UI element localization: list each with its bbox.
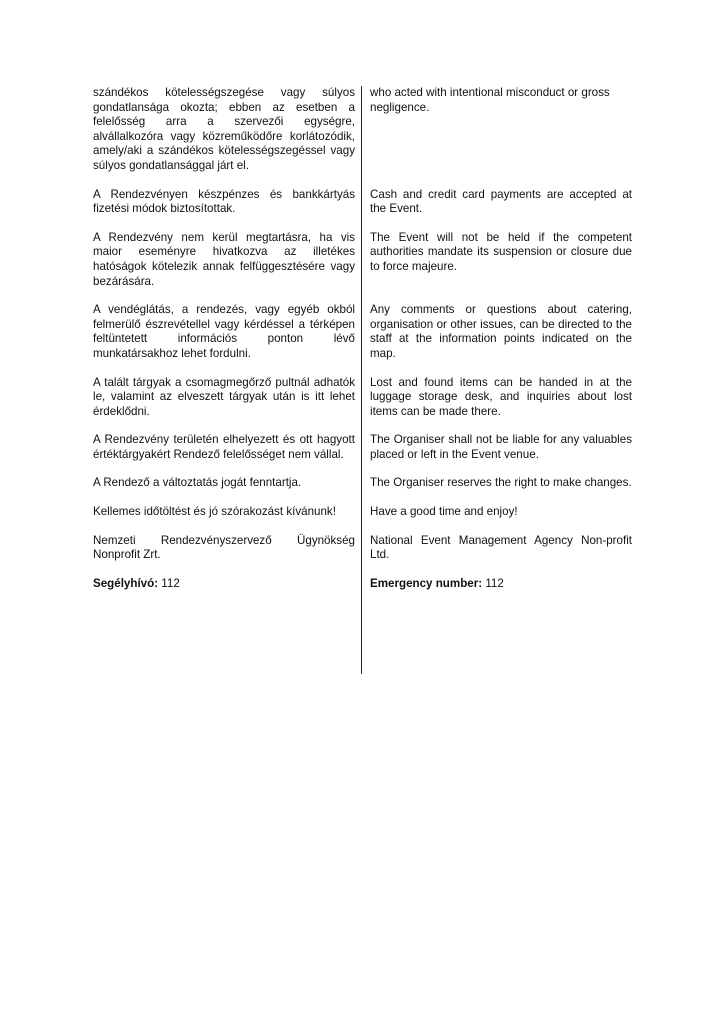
english-text: Any comments or questions about catering, organisation or other issues, can be directed to the staff at the information points indicated on the map. (370, 303, 632, 360)
table-row (93, 376, 634, 420)
english-text: Lost and found items can be handed in at the luggage storage desk, and inquiries about lost items can be made there. (370, 375, 632, 418)
hungarian-text: A Rendező a változtatás jogát fenntartja. (93, 476, 302, 490)
english-text: National Event Management Agency Non-profit Ltd. (370, 533, 632, 562)
emergency-number-en: 112 (482, 576, 504, 590)
table-row (93, 188, 634, 217)
table-row (93, 534, 634, 563)
english-text: The Organiser reserves the right to make changes. (370, 476, 632, 490)
hungarian-text: Nemzeti Rendezvényszervező Ügynökség Nonprofit Zrt. (93, 533, 355, 562)
hungarian-text: Kellemes időtöltést és jó szórakozást kívánunk! (93, 505, 336, 519)
emergency-row (93, 577, 634, 592)
bilingual-table (93, 86, 634, 605)
hungarian-text: A talált tárgyak a csomagmegőrző pultnál adhatók le, valamint az elveszett tárgyak után is itt lehet érdeklődni. (93, 375, 355, 418)
english-text: The Organiser shall not be liable for any valuables placed or left in the Event venue. (370, 433, 632, 461)
english-text: Have a good time and enjoy! (370, 505, 518, 519)
table-row (93, 433, 634, 462)
english-text: Cash and credit card payments are accepted at the Event. (370, 187, 632, 216)
hungarian-text: A Rendezvényen készpénzes és bankkártyás fizetési módok biztosítottak. (93, 187, 355, 216)
english-text: The Event will not be held if the competent authorities mandate its suspension or closure due to force majeure. (370, 230, 632, 273)
hungarian-text: szándékos kötelességszegése vagy súlyos gondatlansága okozta; ebben az esetben a felelősség arra a szervezői egységre, alvállalkozóra vagy közreműködőre korlátozódik, amely/aki a szándékos kötelességszegéssel vagy súlyos gondatlansággal járt el. (93, 86, 355, 172)
hungarian-emergency (93, 577, 355, 592)
table-row (93, 86, 634, 174)
table-row (93, 476, 634, 491)
emergency-label-en: Emergency number: (370, 576, 483, 590)
table-row (93, 303, 634, 361)
emergency-label-hu: Segélyhívó: (93, 576, 159, 590)
table-row (93, 505, 634, 520)
emergency-number-hu: 112 (158, 576, 180, 590)
hungarian-text: A Rendezvény nem kerül megtartásra, ha vis maior eseményre hivatkozva az illetékes hatóságok kötelezik annak felfüggesztésére vagy bezárására. (93, 230, 355, 288)
english-text: who acted with intentional misconduct or gross negligence. (370, 86, 610, 114)
hungarian-text: A Rendezvény területén elhelyezett és ott hagyott értéktárgyakért Rendező felelősséget nem vállal. (93, 433, 355, 461)
english-emergency (370, 577, 632, 592)
table-row (93, 231, 634, 289)
hungarian-text: A vendéglátás, a rendezés, vagy egyéb okból felmerülő észrevétellel vagy kérdéssel a térképen feltüntetett információs ponton lévő munkatársakhoz lehet fordulni. (93, 303, 355, 360)
